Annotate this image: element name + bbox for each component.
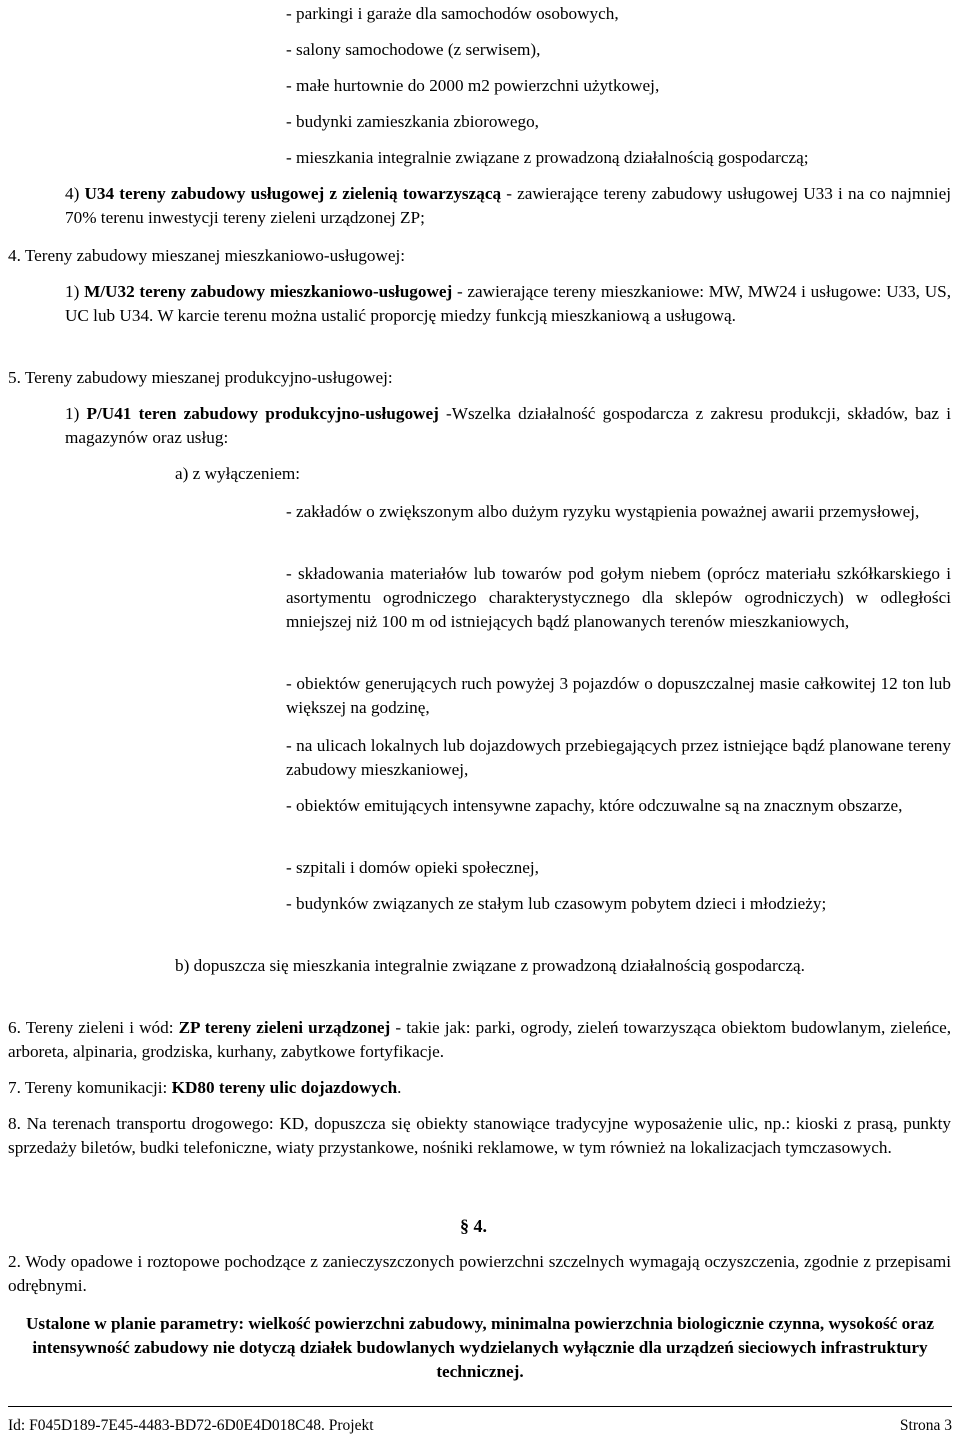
zone-name: M/U32 tereny zabudowy mieszkaniowo-usługowej [84,282,453,301]
subitem-a: a) z wyłączeniem: [175,464,301,483]
item-number: 4) [65,184,85,203]
section-heading: 4. Tereny zabudowy mieszanej mieszkaniowo-usługowej: [8,246,406,265]
bold-note: Ustalone w planie parametry: wielkość powierzchni zabudowy, minimalna powierzchnia biologicznie czynna, wysokość oraz intensywność zabudowy nie dotyczą działek budowlanych wydzielanych wyłącznie dla urządzeń sieciowych infrastruktury technicznej. [25,1314,935,1381]
item-pu41 [65,402,951,450]
list-item: - małe hurtownie do 2000 m2 powierzchni użytkowej, [286,76,660,95]
exclusion-item: - obiektów emitujących intensywne zapachy, które odczuwalne są na znacznym obszarze, [286,796,903,815]
zone-description: - zawierające tereny zabudowy usługowej U33 i na co najmniej 70% terenu inwestycji tereny zieleni urządzonej ZP; [65,184,951,227]
item-u34 [65,182,951,230]
section-8: 8. Na terenach transportu drogowego: KD, dopuszcza się obiekty stanowiące tradycyjne wyposażenie ulic, np.: kioski z prasą, punkty sprzedaży biletów, budki telefoniczne, wiaty przystankowe, nośniki reklamowe, w tym również na lokalizacjach tymczasowych. [8,1114,951,1157]
footer-id: Id: F045D189-7E45-4483-BD72-6D0E4D018C48. Projekt [8,1417,374,1434]
point-2: 2. Wody opadowe i roztopowe pochodzące z zanieczyszczonych powierzchni szczelnych wymagają oczyszczenia, zgodnie z przepisami odrębnymi. [8,1252,951,1295]
exclusion-item: - składowania materiałów lub towarów pod gołym niebem (oprócz materiału szkółkarskiego i asortymentu ogrodniczego charakterystycznego dla sklepów ogrodniczych) w odległości mniejszej niż 100 m od istniejących bądź planowanych terenów mieszkaniowych, [286,564,951,631]
footer-page-number: Strona 3 [899,1417,952,1434]
section-label: 7. Tereny komunikacji: [8,1078,172,1097]
section-heading: 5. Tereny zabudowy mieszanej produkcyjno-usługowej: [8,368,393,387]
footer-divider [8,1406,952,1407]
paragraph-heading: § 4. [460,1216,487,1236]
zone-name: U34 tereny zabudowy usługowej z zielenią towarzyszącą [84,184,502,203]
exclusion-item: - na ulicach lokalnych lub dojazdowych przebiegających przez istniejące bądź planowane tereny zabudowy mieszkaniowej, [286,736,951,779]
subitem-b: b) dopuszcza się mieszkania integralnie związane z prowadzoną działalnością gospodarczą. [175,956,805,975]
zone-description: - takie jak: parki, ogrody, zieleń towarzysząca obiektom budowlanym, zieleńce, arboreta, alpinaria, grodziska, kurhany, zabytkowe fortyfikacje. [8,1018,951,1061]
section-end: . [397,1078,402,1097]
zone-name: P/U41 teren zabudowy produkcyjno-usługowej [86,404,439,423]
section-label: 6. Tereny zieleni i wód: [8,1018,179,1037]
item-number: 1) [65,404,87,423]
zone-description: - zawierające tereny mieszkaniowe: MW, MW24 i usługowe: U33, US, UC lub U34. W karcie terenu można ustalić proporcję miedzy funkcją mieszkaniową a usługową. [65,282,951,325]
zone-name: KD80 tereny ulic dojazdowych [171,1078,398,1097]
zone-name: ZP tereny zieleni urządzonej [178,1018,391,1037]
item-number: 1) [65,282,85,301]
exclusion-item: - obiektów generujących ruch powyżej 3 pojazdów o dopuszczalnej masie całkowitej 12 ton lub większej na godzinę, [286,674,951,717]
section-6 [8,1016,951,1064]
zone-description: -Wszelka działalność gospodarcza z zakresu produkcji, składów, baz i magazynów oraz usług: [65,404,951,447]
list-item: - parkingi i garaże dla samochodów osobowych, [286,4,619,23]
exclusion-item: - szpitali i domów opieki społecznej, [286,858,539,877]
item-mu32 [65,280,951,328]
list-item: - budynki zamieszkania zbiorowego, [286,112,539,131]
section-7 [8,1076,401,1100]
exclusion-item: - zakładów o zwiększonym albo dużym ryzyku wystąpienia poważnej awarii przemysłowej, [286,502,920,521]
exclusion-item: - budynków związanych ze stałym lub czasowym pobytem dzieci i młodzieży; [286,894,827,913]
list-item: - mieszkania integralnie związane z prowadzoną działalnością gospodarczą; [286,148,809,167]
list-item: - salony samochodowe (z serwisem), [286,40,541,59]
